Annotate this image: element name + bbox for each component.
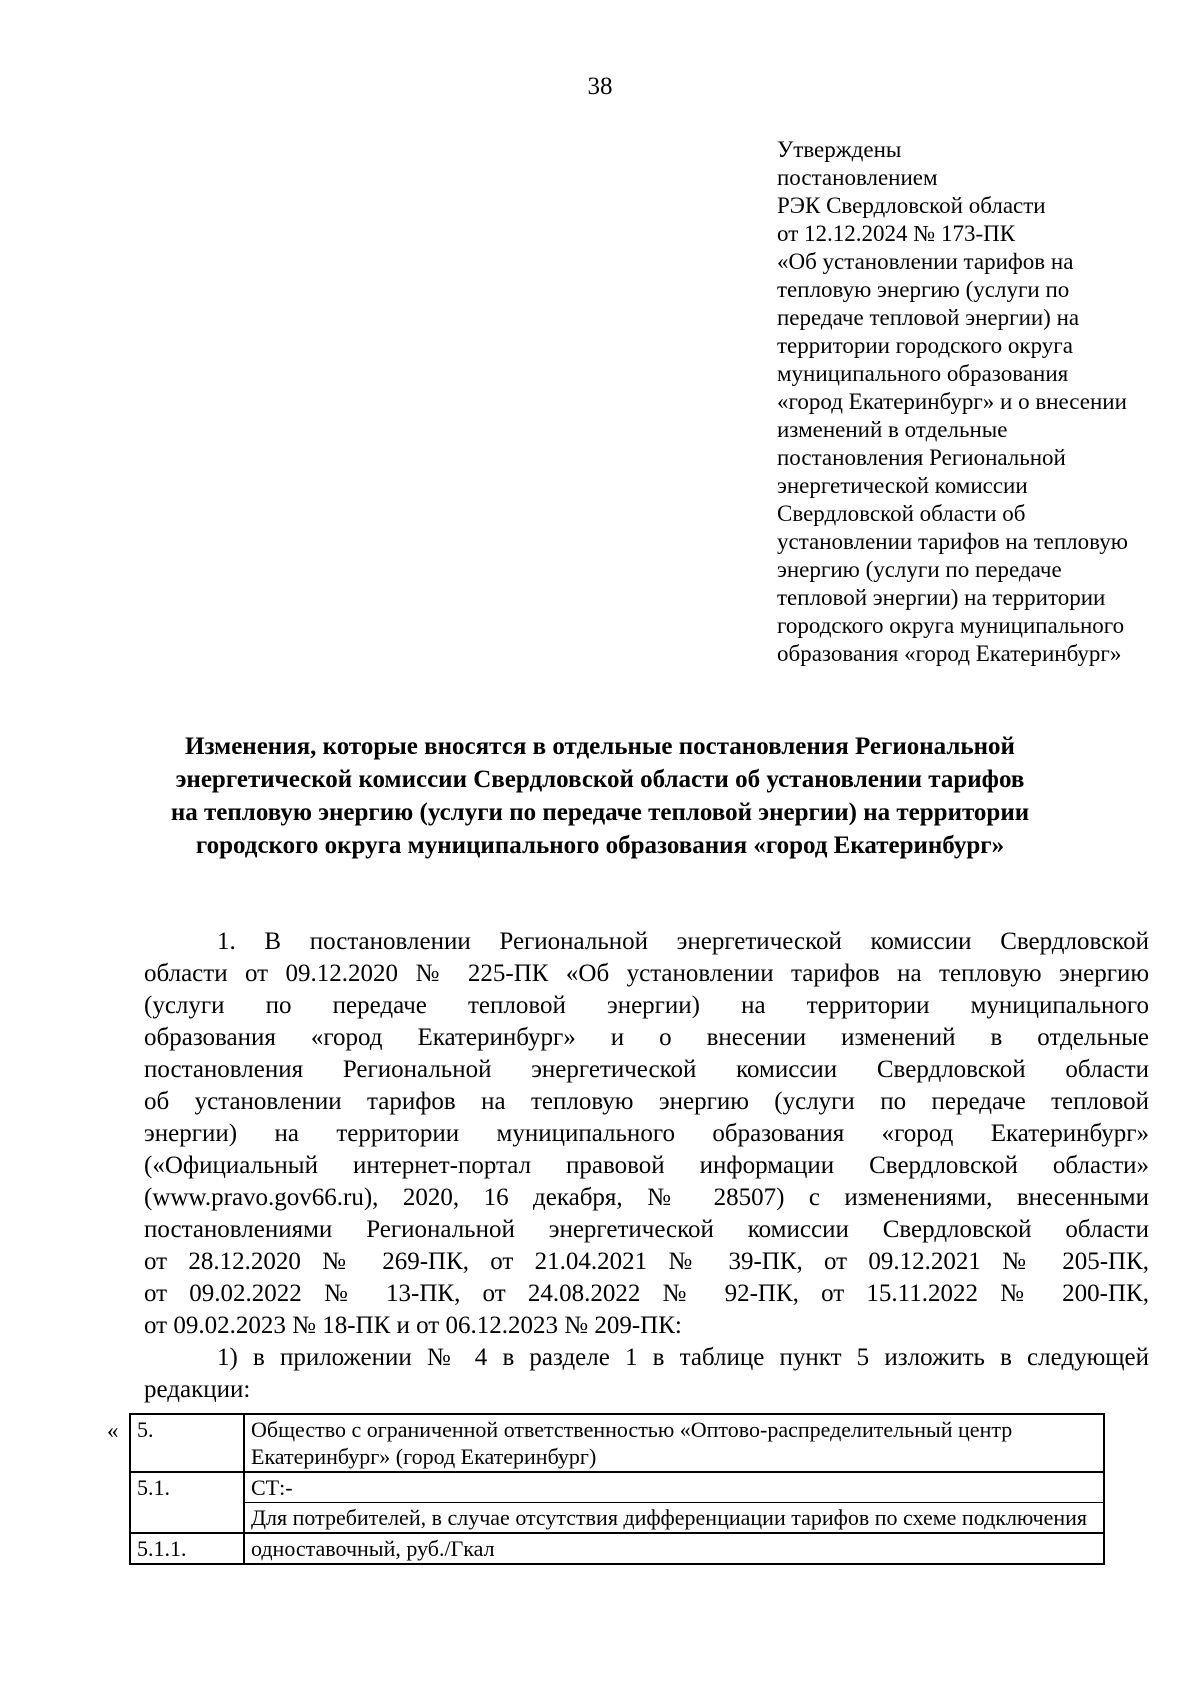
approval-line: Свердловской области об — [777, 501, 1026, 526]
approval-line: тепловую энергию (услуги по — [777, 277, 1070, 302]
document-title — [0, 730, 1200, 862]
body-line: редакции: — [144, 1376, 251, 1403]
consumer-group-cell: Для потребителей, в случае отсутствия дифференциации тарифов по схеме подключения — [244, 1503, 1104, 1534]
body-line: постановлениями Региональной энергетической комиссии Свердловской области — [144, 1216, 1149, 1243]
body-line: (www.pravo.gov66.ru), 2020, 16 декабря, № 28507) с изменениями, внесенными — [144, 1184, 1149, 1211]
opening-quote-mark: « — [107, 1418, 119, 1443]
approval-line: муниципального образования — [777, 361, 1069, 386]
tariff-type-cell: одноставочный, руб./Гкал — [244, 1533, 1104, 1564]
body-line: постановления Региональной энергетической комиссии Свердловской области — [144, 1056, 1149, 1083]
approval-line: образования «город Екатеринбург» — [777, 641, 1122, 666]
organization-name: Общество с ограниченной ответственностью «Оптово-распределительный центр Екатеринбург» (город Екатеринбург) — [244, 1414, 1104, 1472]
approval-line: от 12.12.2024 № 173-ПК — [777, 221, 1016, 246]
approval-line: постановления Региональной — [777, 445, 1066, 470]
tariff-system-cell: СТ:- — [244, 1472, 1104, 1503]
table-row — [130, 1472, 1104, 1503]
approval-line: Утверждены — [777, 137, 902, 162]
body-line: 1. В постановлении Региональной энергетической комиссии Свердловской — [217, 928, 1149, 955]
approval-line: городского округа муниципального — [777, 613, 1125, 638]
tariff-table — [129, 1413, 1105, 1565]
body-line: 1) в приложении № 4 в разделе 1 в таблице пункт 5 изложить в следующей — [217, 1344, 1149, 1371]
body-line: энергии) на территории муниципального образования «город Екатеринбург» — [144, 1120, 1149, 1147]
table-row — [130, 1533, 1104, 1564]
body-line: от 28.12.2020 № 269-ПК, от 21.04.2021 № 39-ПК, от 09.12.2021 № 205-ПК, — [144, 1248, 1149, 1275]
approval-line: «город Екатеринбург» и о внесении — [777, 389, 1127, 414]
page-number: 38 — [587, 73, 613, 100]
table-row — [130, 1503, 1104, 1534]
title-line: Изменения, которые вносятся в отдельные постановления Региональной — [185, 733, 1015, 760]
approval-line: энергетической комиссии — [777, 473, 1028, 498]
item-number: 5.1.1. — [130, 1533, 244, 1564]
approval-line: установлении тарифов на тепловую — [777, 529, 1128, 554]
approval-line: территории городского округа — [777, 333, 1073, 358]
approval-line: постановлением — [777, 165, 938, 190]
body-line: (услуги по передаче тепловой энергии) на территории муниципального — [144, 992, 1149, 1019]
body-line: от 09.02.2022 № 13-ПК, от 24.08.2022 № 92-ПК, от 15.11.2022 № 200-ПК, — [144, 1280, 1149, 1307]
body-line: области от 09.12.2020 № 225-ПК «Об установлении тарифов на тепловую энергию — [144, 960, 1149, 987]
title-line: энергетической комиссии Свердловской области об установлении тарифов — [175, 766, 1025, 793]
approval-line: энергию (услуги по передаче — [777, 557, 1062, 582]
body-line: от 09.02.2023 № 18-ПК и от 06.12.2023 № 209-ПК: — [144, 1312, 682, 1339]
body-paragraphs — [144, 926, 1149, 1406]
body-line: об установлении тарифов на тепловую энергию (услуги по передаче тепловой — [144, 1088, 1149, 1115]
approval-line: изменений в отдельные — [777, 417, 1008, 442]
approval-line: передаче тепловой энергии) на — [777, 305, 1080, 330]
table-row — [130, 1414, 1104, 1472]
approval-line: тепловой энергии) на территории — [777, 585, 1106, 610]
approval-stamp — [777, 136, 1177, 668]
item-number: 5. — [130, 1414, 244, 1472]
item-number: 5.1. — [130, 1472, 244, 1533]
body-line: образования «город Екатеринбург» и о внесении изменений в отдельные — [144, 1024, 1149, 1051]
title-line: на тепловую энергию (услуги по передаче тепловой энергии) на территории — [170, 799, 1030, 826]
approval-line: РЭК Свердловской области — [777, 193, 1046, 218]
body-line: («Официальный интернет-портал правовой информации Свердловской области» — [144, 1152, 1149, 1179]
approval-line: «Об установлении тарифов на — [777, 249, 1074, 274]
title-line: городского округа муниципального образования «город Екатеринбург» — [195, 832, 1005, 859]
